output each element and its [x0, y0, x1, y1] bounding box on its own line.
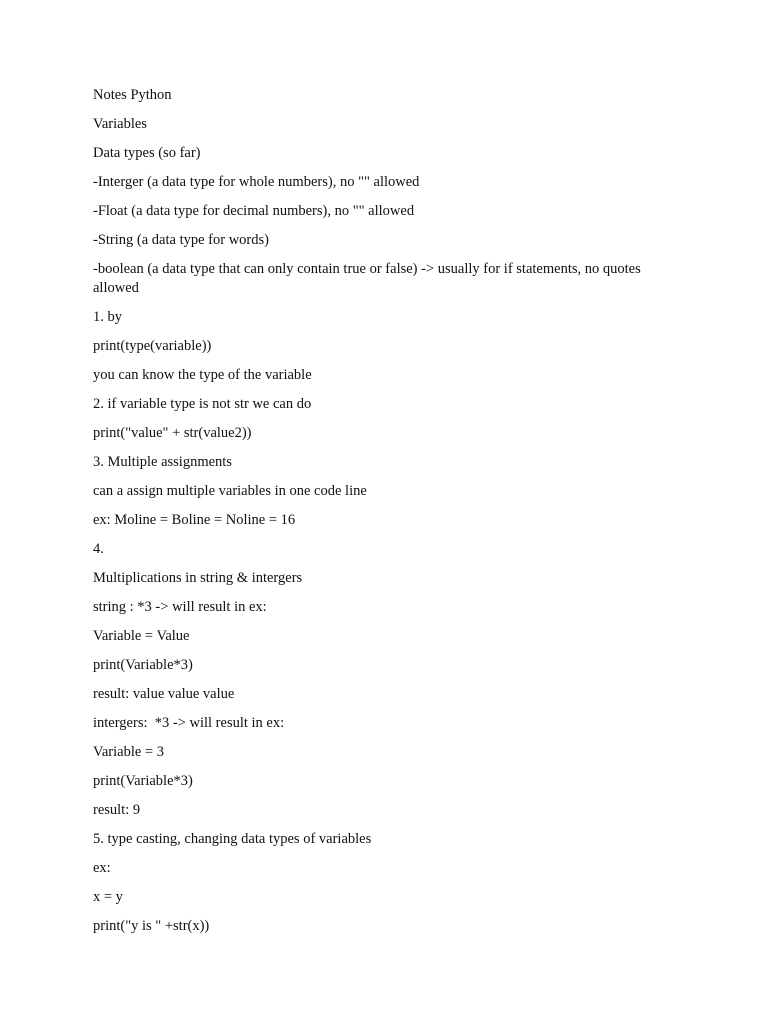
code-line: print(Variable*3)	[93, 773, 193, 789]
text-line: result: 9	[93, 802, 141, 818]
text-line: Data types (so far)	[93, 145, 201, 161]
text-line: -Interger (a data type for whole numbers), no "" allowed	[93, 174, 420, 190]
code-line: print(type(variable))	[93, 338, 212, 354]
text-line: ex: Moline = Boline = Noline = 16	[93, 512, 296, 528]
document-body	[93, 86, 653, 946]
text-line: 3. Multiple assignments	[93, 454, 232, 470]
text-line: ex:	[93, 860, 111, 876]
text-line: string : *3 -> will result in ex:	[93, 599, 267, 615]
text-line: result: value value value	[93, 686, 235, 702]
code-line: Variable = 3	[93, 744, 164, 760]
code-line: Variable = Value	[93, 628, 190, 644]
text-line: -String (a data type for words)	[93, 232, 269, 248]
text-line: 4.	[93, 541, 104, 557]
text-line: -boolean (a data type that can only contain true or false) -> usually for if statements, no quotes allowed	[93, 261, 641, 296]
section-heading-variables: Variables	[93, 116, 147, 132]
text-line: can a assign multiple variables in one code line	[93, 483, 367, 499]
doc-title: Notes Python	[93, 87, 172, 103]
text-line: 2. if variable type is not str we can do	[93, 396, 312, 412]
code-line: x = y	[93, 889, 123, 905]
text-line: intergers: *3 -> will result in ex:	[93, 715, 285, 731]
code-line: print("y is " +str(x))	[93, 918, 210, 934]
text-line: 1. by	[93, 309, 122, 325]
text-line: you can know the type of the variable	[93, 367, 312, 383]
code-line: print("value" + str(value2))	[93, 425, 252, 441]
code-line: print(Variable*3)	[93, 657, 193, 673]
text-line: 5. type casting, changing data types of variables	[93, 831, 372, 847]
text-line: Multiplications in string & intergers	[93, 570, 303, 586]
text-line: -Float (a data type for decimal numbers), no "" allowed	[93, 203, 415, 219]
